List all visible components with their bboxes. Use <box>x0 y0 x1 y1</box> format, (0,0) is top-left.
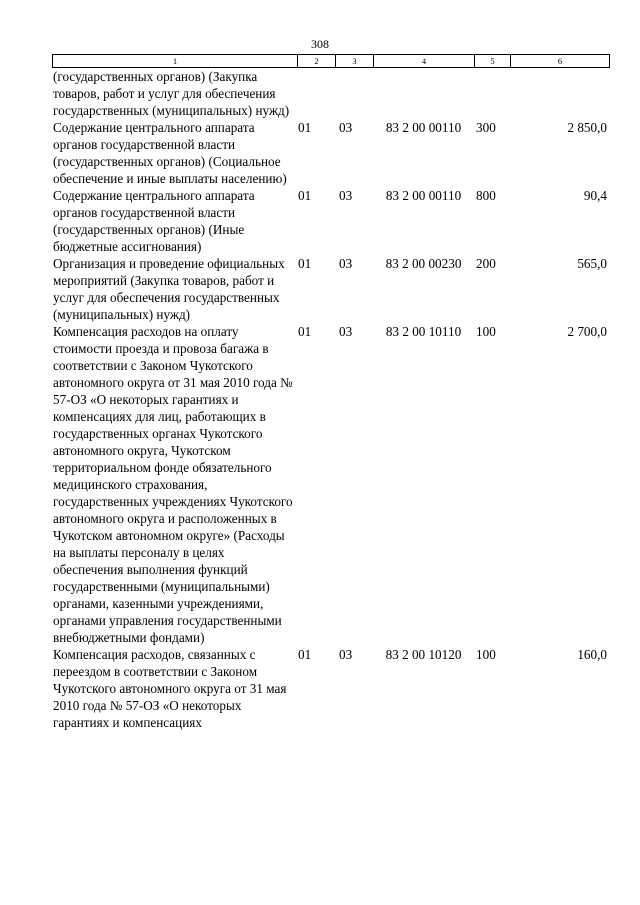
row-amount <box>510 68 608 119</box>
table-header <box>52 54 610 68</box>
row-target-item: 83 2 00 00230 <box>385 256 462 271</box>
row-expense-type: 100 <box>476 647 496 662</box>
row-name: Компенсация расходов на оплату стоимости проезда и провоза багажа в соответствии с Законом Чукотского автономного округа от 31 мая 2010 года № 57-ОЗ «О некоторых гарантиях и компенсациях для лиц, работающих в государственных органах Чукотского автономного округа, Чукотском территориальном фонде обязательного медицинского страхования, государственных учреждениях Чукотского автономного округа и расположенных в Чукотском автономном округе» (Расходы на выплаты персоналу в целях обеспечения выполнения функций государственными (муниципальными) органами, казенными учреждениями, органами управления государственными внебюджетными фондами) <box>53 324 293 645</box>
row-section: 01 <box>298 647 312 662</box>
budget-table <box>52 54 610 731</box>
row-target-item: 83 2 00 00110 <box>385 188 462 203</box>
row-target-item: 83 2 00 00110 <box>385 120 462 135</box>
row-amount: 2 700,0 <box>567 324 607 339</box>
row-section: 01 <box>298 120 312 135</box>
row-name: Компенсация расходов, связанных с переездом в соответствии с Законом Чукотского автономного округа от 31 мая 2010 года № 57-ОЗ «О некоторых гарантиях и компенсациях <box>53 647 287 730</box>
row-expense-type: 300 <box>476 120 496 135</box>
row-target-item <box>373 68 474 119</box>
row-subsection: 03 <box>339 324 353 339</box>
row-name: Содержание центрального аппарата органов государственной власти (государственных органов) (Иные бюджетные ассигнования) <box>53 188 255 254</box>
row-section: 01 <box>298 324 312 339</box>
row-subsection: 03 <box>339 256 353 271</box>
row-expense-type: 100 <box>476 324 496 339</box>
header-col-4: 4 <box>374 55 475 67</box>
table-row <box>52 119 610 187</box>
page-number: 308 <box>311 37 329 51</box>
row-subsection <box>335 68 373 119</box>
row-amount: 90,4 <box>583 188 607 203</box>
header-col-3: 3 <box>336 55 374 67</box>
header-col-2: 2 <box>298 55 336 67</box>
table-row <box>52 187 610 255</box>
row-name: (государственных органов) (Закупка товаров, работ и услуг для обеспечения государственных (муниципальных) нужд) <box>53 69 290 118</box>
row-subsection: 03 <box>339 120 353 135</box>
row-section: 01 <box>298 188 312 203</box>
row-target-item: 83 2 00 10120 <box>385 647 462 662</box>
row-expense-type: 800 <box>476 188 496 203</box>
row-name: Организация и проведение официальных мероприятий (Закупка товаров, работ и услуг для обеспечения государственных (муниципальных) нужд) <box>53 256 285 322</box>
table-row <box>52 646 610 731</box>
row-subsection: 03 <box>339 647 353 662</box>
row-expense-type <box>474 68 510 119</box>
table-row <box>52 323 610 646</box>
row-expense-type: 200 <box>476 256 496 271</box>
header-col-1: 1 <box>53 55 298 67</box>
row-section <box>297 68 335 119</box>
row-subsection: 03 <box>339 188 353 203</box>
row-amount: 160,0 <box>577 647 607 662</box>
row-name: Содержание центрального аппарата органов государственной власти (государственных органов) (Социальное обеспечение и иные выплаты населению) <box>53 120 287 186</box>
table-row <box>52 255 610 323</box>
table-row <box>52 68 610 119</box>
row-amount: 2 850,0 <box>567 120 607 135</box>
header-col-5: 5 <box>475 55 511 67</box>
row-section: 01 <box>298 256 312 271</box>
row-amount: 565,0 <box>577 256 607 271</box>
row-target-item: 83 2 00 10110 <box>385 324 462 339</box>
header-col-6: 6 <box>557 56 563 66</box>
